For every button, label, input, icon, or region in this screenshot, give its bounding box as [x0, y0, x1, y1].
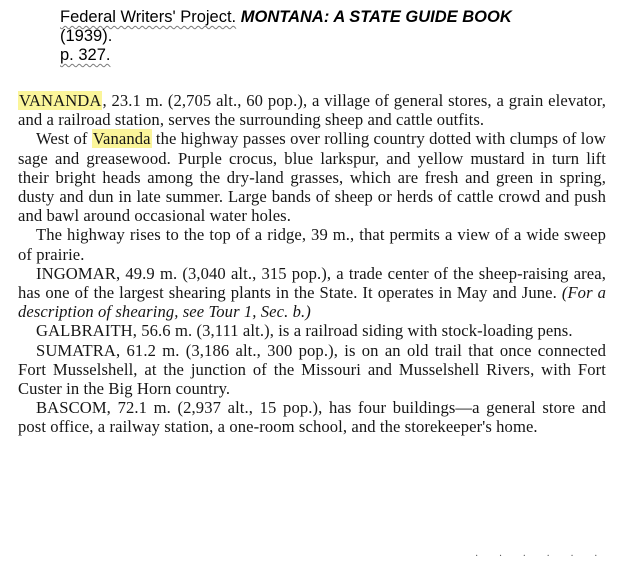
entry-bascom: BASCOM, 72.1 m. (2,937 alt., 15 pop.), has four buildings—a general store and post office, a railway station, a one-room school, and the storekeeper's home.: [18, 398, 606, 437]
entry-vananda: [18, 91, 606, 129]
entry-sumatra: SUMATRA, 61.2 m. (3,186 alt., 300 pop.), is on an old trail that once connected Fort Musselshell, at the junction of the Missouri and Musselshell Rivers, with Fort Custer in the Big Horn country.: [18, 340, 606, 399]
citation-page: p. 327.: [60, 46, 111, 64]
citation-block: [60, 8, 512, 65]
citation-title: MONTANA: A STATE GUIDE BOOK: [240, 8, 512, 26]
entry-note: (For a description of shearing, see Tour 1, Sec. b.): [18, 283, 606, 322]
entry-text-pre: West of: [36, 129, 92, 149]
highlighted-place-name: VANANDA: [19, 91, 102, 110]
citation-line-1: [60, 8, 512, 27]
highlighted-place-name: Vananda: [92, 129, 151, 149]
entry-galbraith: GALBRAITH, 56.6 m. (3,111 alt.), is a railroad siding with stock-loading pens.: [36, 321, 573, 341]
entry-ingomar: [18, 264, 606, 322]
citation-year: (1939).: [60, 27, 113, 45]
citation-author: Federal Writers' Project.: [60, 8, 237, 26]
paragraph-ridge: The highway rises to the top of a ridge, 39 m., that permits a view of a wide sweep of prairie.: [18, 225, 606, 264]
entry-text: , 23.1 m. (2,705 alt., 60 pop.), a village of general stores, a grain elevator, and a railroad station, serves the surrounding sheep and cattle outfits.: [18, 91, 606, 130]
scanned-text-block: [18, 91, 606, 437]
scan-artifact-dots: · · · · · ·: [475, 551, 607, 562]
paragraph-west-of-vananda: [18, 129, 606, 225]
entry-text: INGOMAR, 49.9 m. (3,040 alt., 315 pop.), a trade center of the sheep-raising area, has one of the largest shearing plants in the State. It operates in May and June.: [18, 263, 606, 303]
entry-text: the highway passes over rolling country dotted with clumps of low sage and greasewood. Purple crocus, blue larkspur, and yellow mustard in turn lift their bright heads among the dry-land grasses, which are fresh and green in spring, dusty and dun in late summer. Large bands of sheep or herds of cattle crowd and push and bawl around occasional water holes.: [18, 129, 606, 226]
